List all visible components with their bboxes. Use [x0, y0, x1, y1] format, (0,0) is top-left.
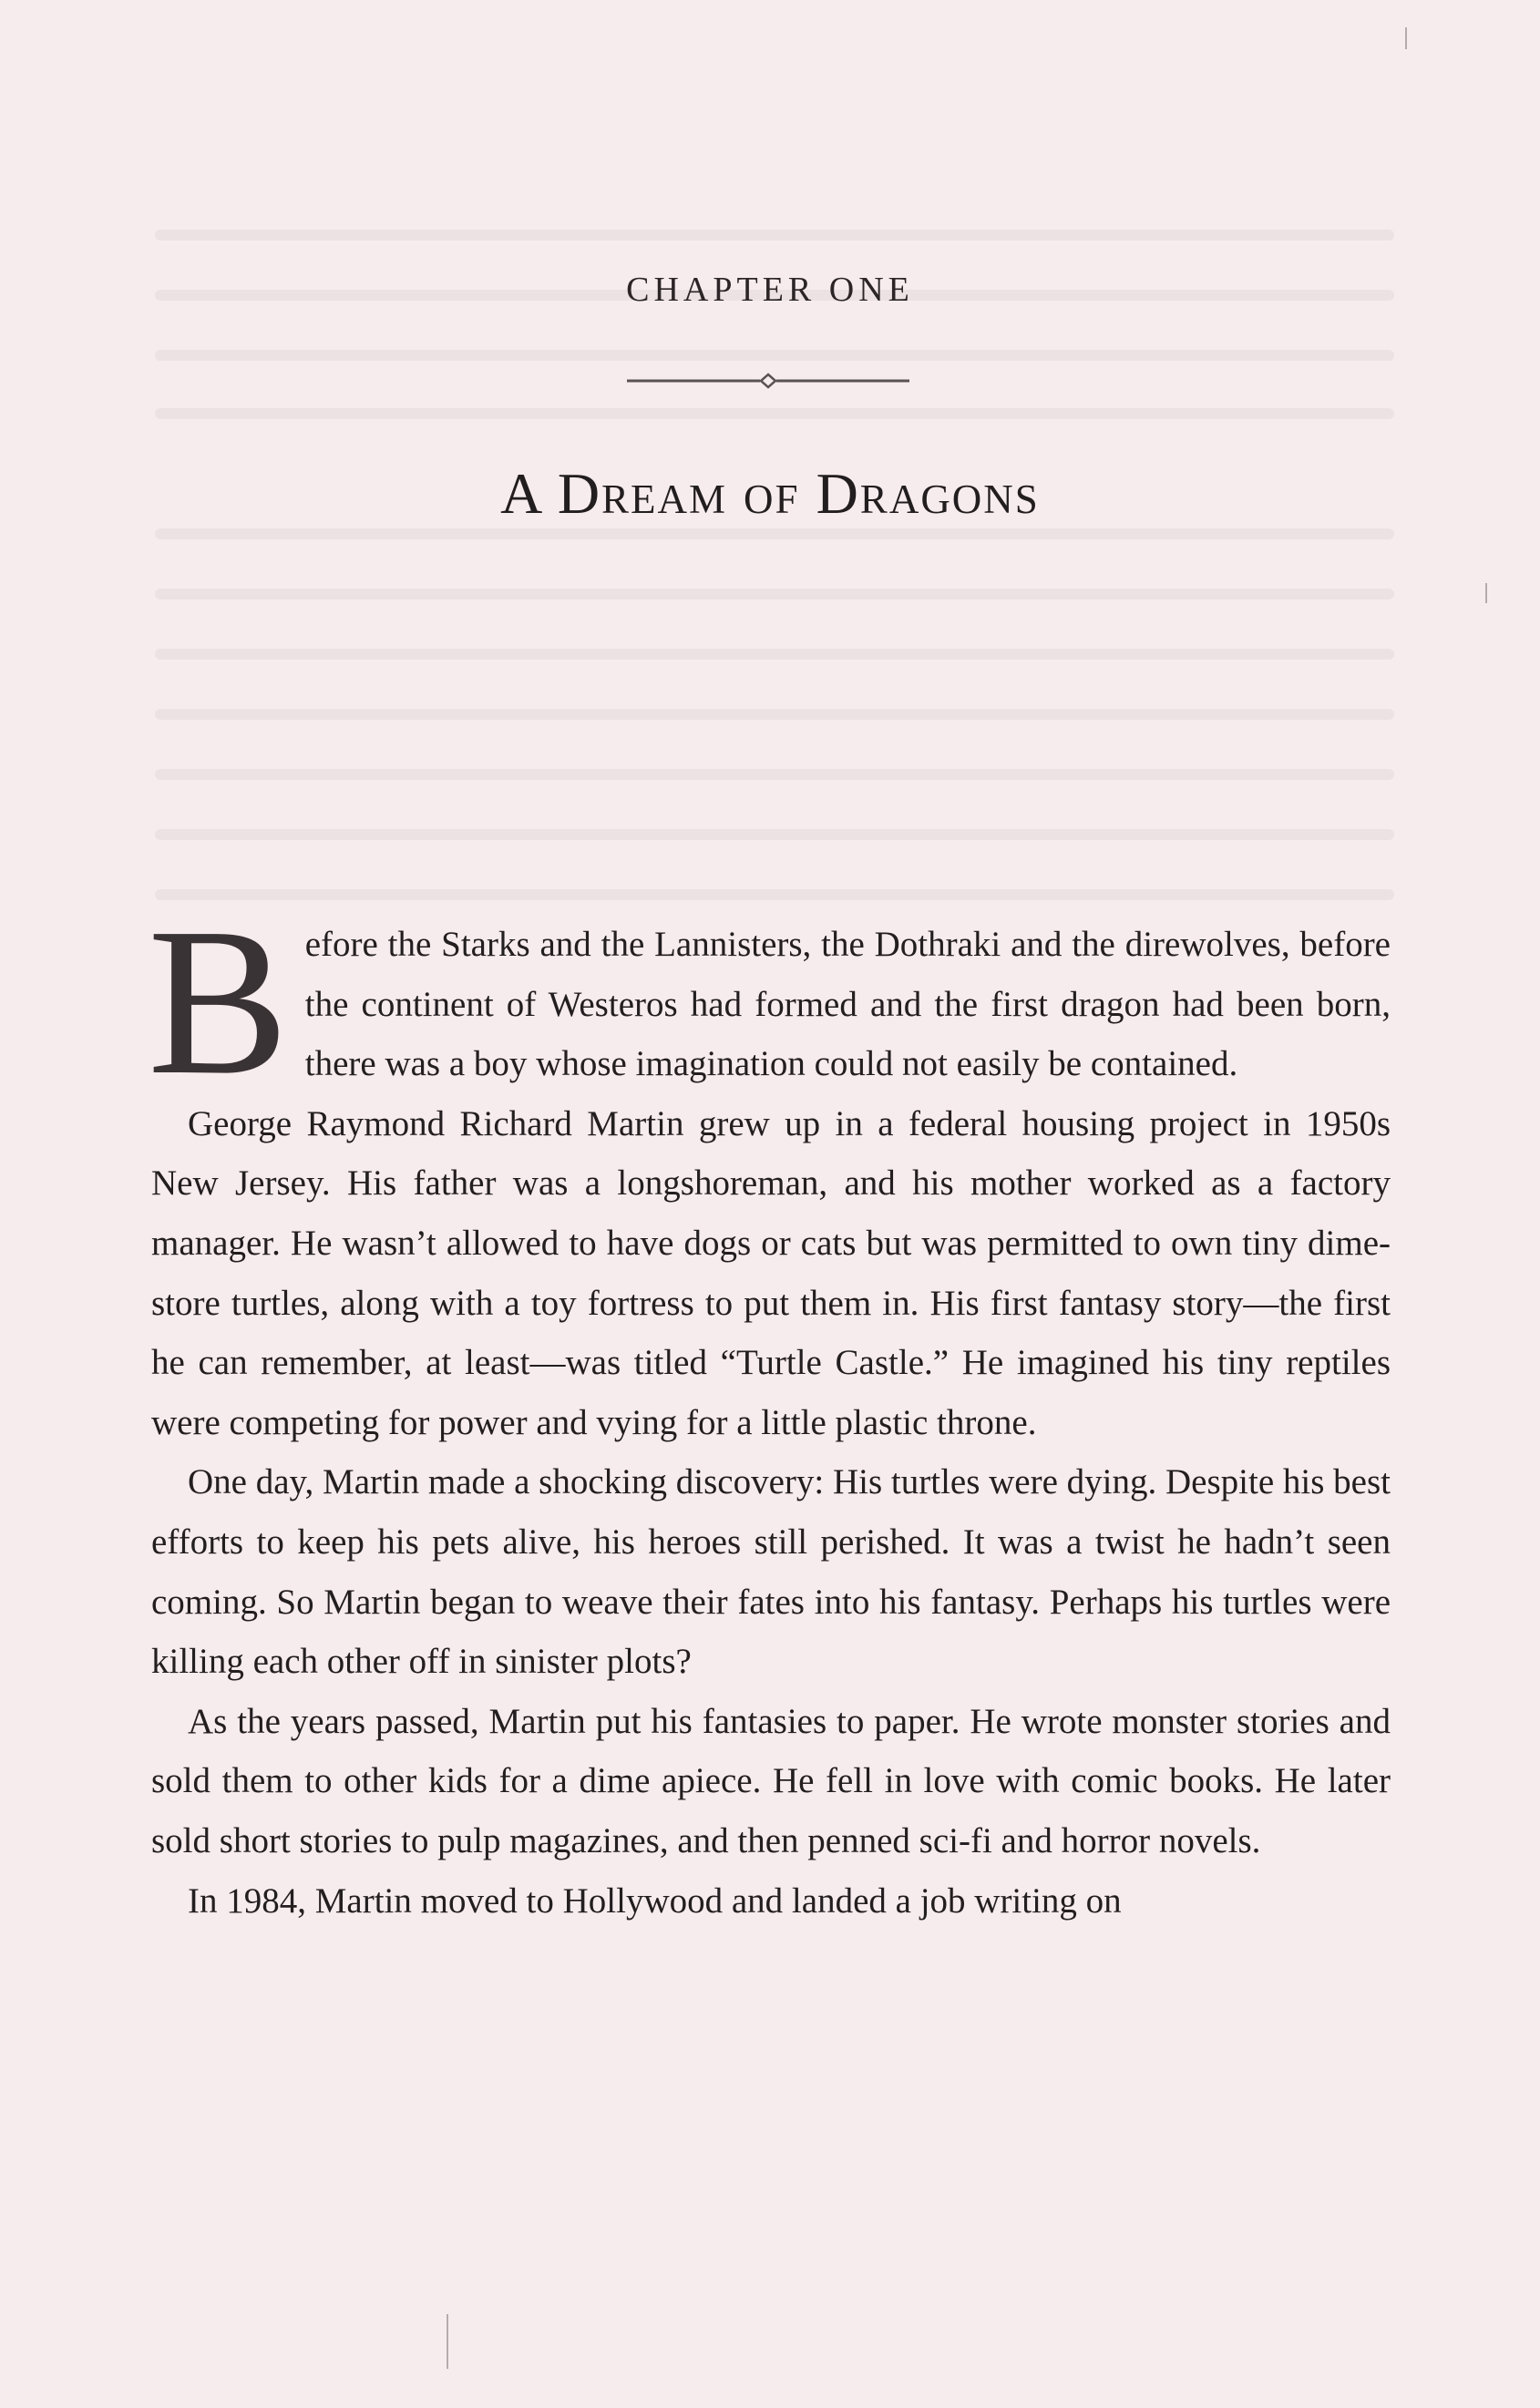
paragraph: As the years passed, Martin put his fantasies to paper. He wrote monster stories and sold them to other kids for a dime apiece. He fell in love with comic books. He later sold short stories to pulp magazines, and then penned sci-fi and horror novels. [151, 1701, 1391, 1860]
scan-mark [1405, 27, 1407, 49]
paragraph-opening [148, 885, 1391, 1119]
drop-cap: B [148, 885, 289, 1119]
scan-mark [447, 2314, 448, 2369]
chapter-divider-ornament [627, 372, 909, 390]
paragraph: George Raymond Richard Martin grew up in a federal housing project in 1950s New Jersey. His father was a longshoreman, and his mother worked as a factory manager. He wasn’t allowed to have dogs or cats but was permitted to own tiny dime-store turtles, along with a toy fortress to put them in. His first fantasy story—the first he can remember, at least—was titled “Turtle Castle.” He imagined his tiny reptiles were competing for power and vying for a little plastic throne. [151, 1103, 1391, 1442]
chapter-title: A Dream of Dragons [500, 461, 1040, 526]
scan-mark [1485, 583, 1487, 603]
paragraph-text: efore the Starks and the Lannisters, the Dothraki and the direwolves, before the continent of Westeros had formed and the first dragon had been born, there was a boy whose imagination could not easily be contained. [304, 925, 1391, 1084]
chapter-label: CHAPTER ONE [626, 271, 914, 309]
paragraph: In 1984, Martin moved to Hollywood and landed a job writing on [188, 1880, 1122, 1921]
paragraph: One day, Martin made a shocking discovery: His turtles were dying. Despite his best efforts to keep his pets alive, his heroes still perished. It was a twist he hadn’t seen coming. So Martin began to weave their fates into his fantasy. Perhaps his turtles were killing each other off in sinister plots? [151, 1462, 1391, 1682]
chapter-body [148, 885, 1391, 1931]
